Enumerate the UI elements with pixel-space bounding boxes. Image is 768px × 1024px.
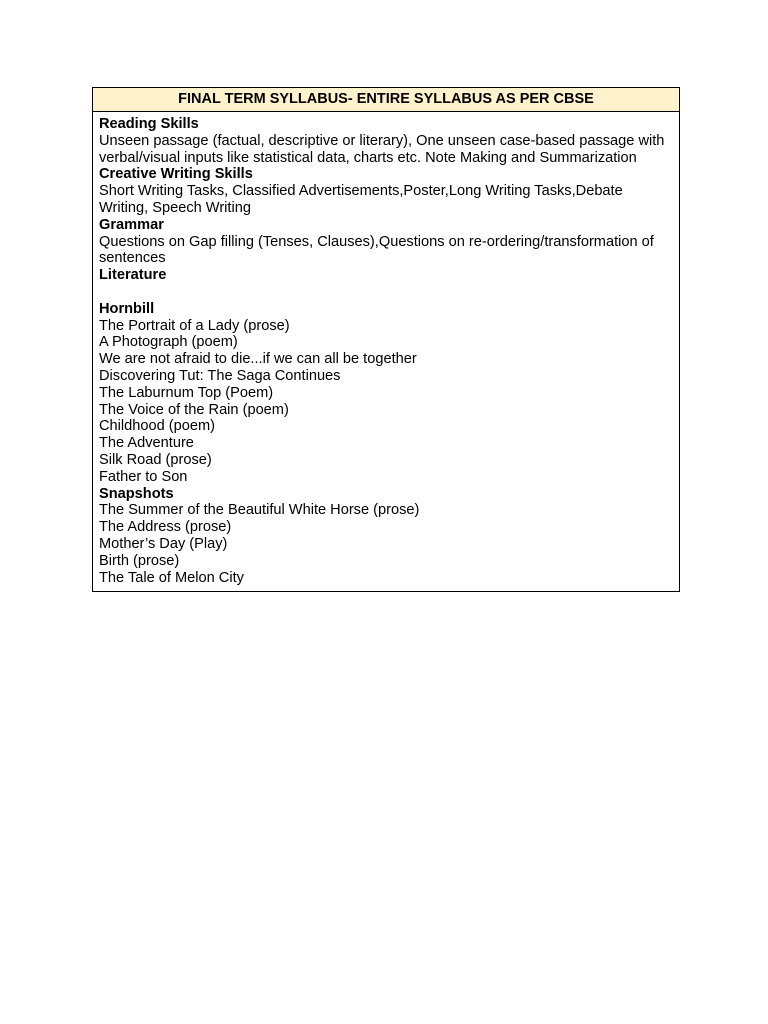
hornbill-item: The Adventure xyxy=(99,435,194,452)
hornbill-item: We are not afraid to die...if we can all be together xyxy=(99,351,417,368)
snapshots-item: The Address (prose) xyxy=(99,519,232,536)
grammar-text: Questions on Gap filling (Tenses, Clauses),Questions on re-ordering/transformation of sentences xyxy=(99,233,654,267)
snapshots-heading: Snapshots xyxy=(99,485,174,502)
hornbill-item: Father to Son xyxy=(99,468,188,485)
table-header: FINAL TERM SYLLABUS- ENTIRE SYLLABUS AS PER CBSE xyxy=(93,88,679,112)
literature-heading: Literature xyxy=(99,267,167,284)
hornbill-item: Discovering Tut: The Saga Continues xyxy=(99,367,341,384)
snapshots-item: Birth (prose) xyxy=(99,552,180,569)
grammar-heading: Grammar xyxy=(99,216,164,233)
spacer xyxy=(99,284,673,301)
reading-skills-text: Unseen passage (factual, descriptive or literary), One unseen case-based passage with verbal/visual inputs like statistical data, charts etc. Note Making and Summarization xyxy=(99,132,665,166)
hornbill-item: The Voice of the Rain (poem) xyxy=(99,401,289,418)
table-body xyxy=(93,112,679,591)
creative-writing-text: Short Writing Tasks, Classified Advertisements,Poster,Long Writing Tasks,Debate Writing, Speech Writing xyxy=(99,183,623,216)
hornbill-heading: Hornbill xyxy=(99,300,155,317)
hornbill-item: Childhood (poem) xyxy=(99,418,216,435)
creative-writing-heading: Creative Writing Skills xyxy=(99,166,253,183)
snapshots-item: Mother’s Day (Play) xyxy=(99,535,228,552)
syllabus-table xyxy=(92,87,680,592)
hornbill-item: Silk Road (prose) xyxy=(99,451,212,468)
snapshots-item: The Tale of Melon City xyxy=(99,569,244,586)
hornbill-item: A Photograph (poem) xyxy=(99,334,238,351)
hornbill-item: The Laburnum Top (Poem) xyxy=(99,384,274,401)
snapshots-item: The Summer of the Beautiful White Horse (prose) xyxy=(99,502,420,519)
hornbill-item: The Portrait of a Lady (prose) xyxy=(99,317,290,334)
reading-skills-heading: Reading Skills xyxy=(99,116,199,132)
